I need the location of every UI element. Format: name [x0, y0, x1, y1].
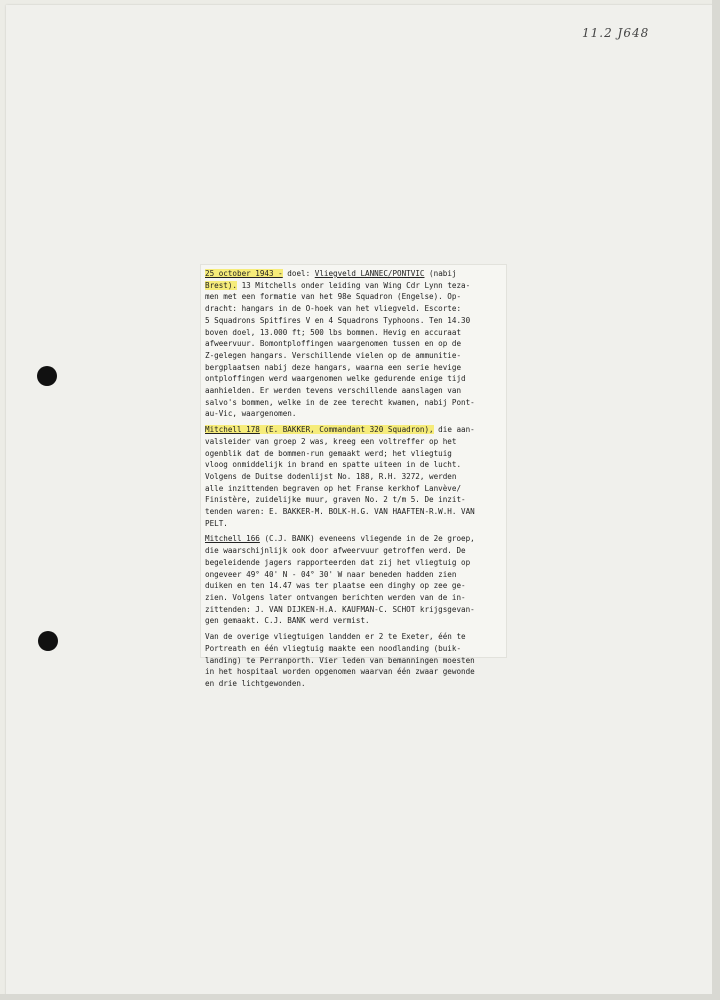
paragraph-4: Van de overige vliegtuigen landden er 2 te Exeter, één te Portreath en één vliegtuig maakte een noodlanding (buik- landing) te Perranporth. Vier leden van bemanningen moesten in het hospitaal worden opgenomen waarvan één zwaar gewonde en drie lichtgewonden. [205, 632, 475, 688]
paragraph-2: Mitchell 178 (E. BAKKER, Commandant 320 Squadron), die aan- valsleider van groep 2 was, kreeg een voltreffer op het ogenblik dat de bommen-run gemaakt werd; het vliegtuig vloog onmiddelijk in brand en spatte uiteen in de lucht. Volgens de Duitse dodenlijst No. 188, R.H. 3272, werden alle inzittenden begraven op het Franse kerkhof Lanvève/ Finistère, zuidelijke muur, graven No. 2 t/m 5. De inzit- tenden waren: E. BAKKER-M. BOLK-H.G. VAN HAAFTEN-R.W.H. VAN PELT. [205, 425, 475, 528]
page-edge-bottom [0, 994, 720, 1000]
crew-highlight: (E. BAKKER, Commandant 320 Squadron), [259, 425, 434, 435]
date-highlight: 25 october 1943 - [205, 269, 283, 278]
punch-hole-top [37, 366, 57, 386]
target-name: Vliegveld LANNEC/PONTVIC [314, 269, 425, 278]
paragraph-1: 25 october 1943 - doel: Vliegveld LANNEC/PONTVIC (nabij Brest). 13 Mitchells onder leiding van Wing Cdr Lynn teza- men met een formatie van het 98e Squadron (Engelse). Op- dracht: hangars in de O-hoek van het vliegveld. Escorte: 5 Squadrons Spitfires V en 4 Squadrons Typhoons. Ten 14.30 boven doel, 13.000 ft; 500 lbs bommen. Hevig en accuraat afweervuur. Bomontploffingen waargenomen tussen en op de Z-gelegen hangars. Verschillende vielen op de ammunitie- bergplaatsen nabij deze hangars, waarna een serie hevige ontploffingen werd waargenomen welke gedurende enige tijd aanhielden. Er werden tevens verschillende aanslagen van salvo's bommen, welke in de zee terecht kwamen, nabij Pont- au-Vic, waargenomen. [205, 269, 475, 419]
punch-hole-bottom [38, 631, 58, 651]
aircraft-178: Mitchell 178 [205, 425, 260, 435]
article-text [205, 268, 503, 690]
aircraft-166: Mitchell 166 [205, 534, 260, 544]
page-edge-right [712, 0, 720, 1000]
handwritten-reference: 11.2 J648 [582, 26, 650, 40]
paragraph-3: Mitchell 166 (C.J. BANK) eveneens vliegende in de 2e groep, die waarschijnlijk ook door afweervuur getroffen werd. De begeleidende jagers rapporteerden dat zij het vliegtuig op ongeveer 49° 40' N - 04° 30' W naar beneden hadden zien duiken en ten 14.47 was ter plaatse een dinghy op zee ge- zien. Volgens later ontvangen berichten werden van de in- zittenden: J. VAN DIJKEN-H.A. KAUFMAN-C. SCHOT krijgsgevan- gen gemaakt. C.J. BANK werd vermist. [205, 534, 475, 626]
